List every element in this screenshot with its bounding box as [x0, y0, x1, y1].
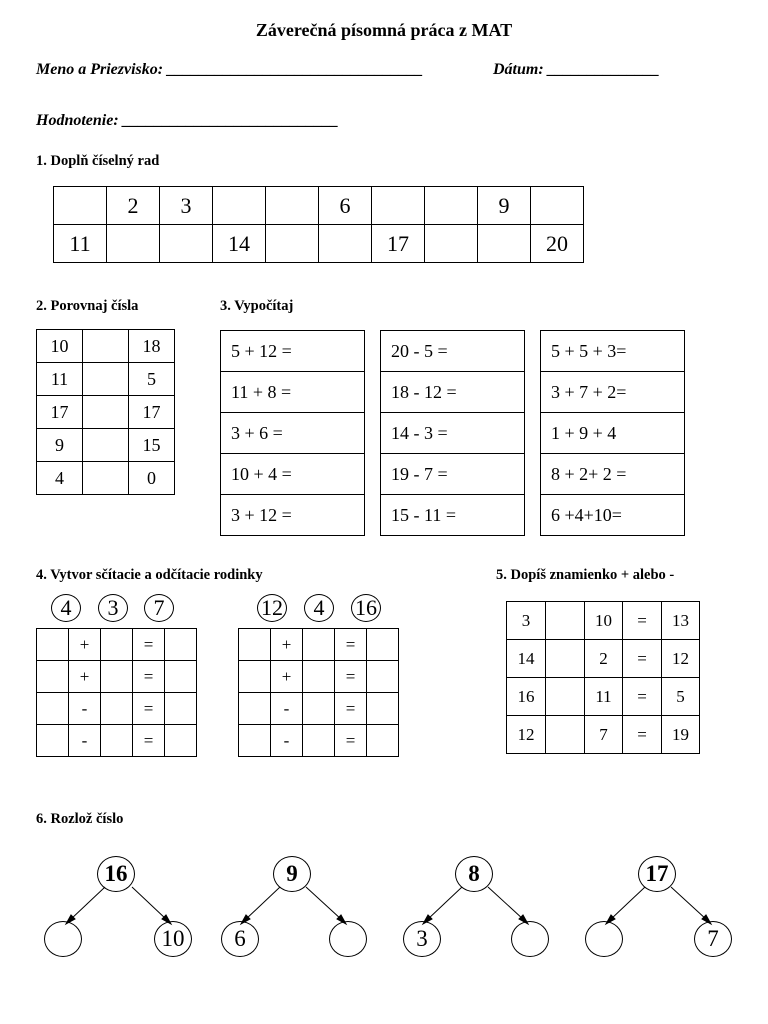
equation-cell: 1 + 9 + 4: [541, 413, 685, 454]
task6-heading: 6. Rozlož číslo: [36, 811, 124, 827]
table-cell: -: [271, 693, 303, 725]
tree3-left-number: 3: [403, 921, 441, 957]
family2-number-circle: 12: [257, 594, 287, 622]
tree4-top-number: 17: [638, 856, 676, 892]
table-cell: -: [271, 725, 303, 757]
tree2-right-answer[interactable]: [329, 921, 367, 957]
tree4-left-answer[interactable]: [585, 921, 623, 957]
table-cell: 0: [129, 462, 175, 495]
table-cell: +: [69, 661, 101, 693]
equation-cell: 5 + 12 =: [221, 331, 365, 372]
tree1-left-answer[interactable]: [44, 921, 82, 957]
table-cell: =: [623, 602, 662, 640]
table-cell: 11: [585, 678, 623, 716]
tree1-right-number: 10: [154, 921, 192, 957]
tree2-left-number: 6: [221, 921, 259, 957]
table-cell: +: [271, 661, 303, 693]
family1-number-circle: 4: [51, 594, 81, 622]
equation-cell: 18 - 12 =: [381, 372, 525, 413]
tree3-top-number: 8: [455, 856, 493, 892]
equation-cell: 10 + 4 =: [221, 454, 365, 495]
table-cell: 7: [585, 716, 623, 754]
equation-cell: 3 + 7 + 2=: [541, 372, 685, 413]
table-cell: 6: [319, 187, 372, 225]
tree1-top-number: 16: [97, 856, 135, 892]
table-cell: 15: [129, 429, 175, 462]
table-cell: =: [133, 661, 165, 693]
table-cell: =: [623, 678, 662, 716]
name-field-label: Meno a Priezvisko: ________________________________: [36, 61, 424, 78]
table-cell: -: [69, 693, 101, 725]
table-cell: 3: [160, 187, 213, 225]
tree2-top-number: 9: [273, 856, 311, 892]
table-cell: =: [623, 716, 662, 754]
table-cell: 11: [37, 363, 83, 396]
family2-number-circle: 16: [351, 594, 381, 622]
table-cell: 13: [662, 602, 700, 640]
task2-heading: 2. Porovnaj čísla: [36, 298, 139, 314]
table-cell: 5: [129, 363, 175, 396]
equation-cell: 15 - 11 =: [381, 495, 525, 536]
family1-number-circle: 3: [98, 594, 128, 622]
family1-number-circle: 7: [144, 594, 174, 622]
table-cell: 10: [37, 330, 83, 363]
table-cell: 12: [662, 640, 700, 678]
table-cell: =: [133, 629, 165, 661]
equation-cell: 6 +4+10=: [541, 495, 685, 536]
task1-heading: 1. Doplň číselný rad: [36, 153, 160, 169]
table-cell: 20: [531, 225, 584, 263]
table-cell: 5: [662, 678, 700, 716]
equation-cell: 20 - 5 =: [381, 331, 525, 372]
table-cell: 12: [507, 716, 546, 754]
tree3-right-answer[interactable]: [511, 921, 549, 957]
table-cell: 4: [37, 462, 83, 495]
table-cell: 11: [54, 225, 107, 263]
table-cell: 9: [37, 429, 83, 462]
table-cell: =: [133, 725, 165, 757]
table-cell: 17: [37, 396, 83, 429]
equation-cell: 19 - 7 =: [381, 454, 525, 495]
task5-heading: 5. Dopíš znamienko + alebo -: [496, 567, 675, 583]
task3-heading: 3. Vypočítaj: [220, 298, 294, 314]
table-cell: =: [133, 693, 165, 725]
family2-number-circle: 4: [304, 594, 334, 622]
table-cell: 2: [585, 640, 623, 678]
table-cell: 3: [507, 602, 546, 640]
equation-cell: 8 + 2+ 2 =: [541, 454, 685, 495]
table-cell: 10: [585, 602, 623, 640]
table-cell: 17: [129, 396, 175, 429]
table-cell: =: [335, 629, 367, 661]
table-cell: 19: [662, 716, 700, 754]
table-cell: =: [623, 640, 662, 678]
task4-heading: 4. Vytvor sčítacie a odčítacie rodinky: [36, 567, 263, 583]
equation-cell: 11 + 8 =: [221, 372, 365, 413]
table-cell: 9: [478, 187, 531, 225]
table-cell: 17: [372, 225, 425, 263]
table-cell: -: [69, 725, 101, 757]
table-cell: =: [335, 661, 367, 693]
table-cell: 14: [213, 225, 266, 263]
equation-cell: 14 - 3 =: [381, 413, 525, 454]
table-cell: 18: [129, 330, 175, 363]
equation-cell: 3 + 12 =: [221, 495, 365, 536]
table-cell: 2: [107, 187, 160, 225]
table-cell: =: [335, 725, 367, 757]
grade-field-label: Hodnotenie: ___________________________: [36, 112, 339, 129]
table-cell: 14: [507, 640, 546, 678]
table-cell: +: [69, 629, 101, 661]
table-cell: +: [271, 629, 303, 661]
date-field-label: Dátum: ______________: [493, 61, 660, 78]
equation-cell: 5 + 5 + 3=: [541, 331, 685, 372]
page-title: Záverečná písomná práca z MAT: [255, 20, 513, 40]
equation-cell: 3 + 6 =: [221, 413, 365, 454]
table-cell: =: [335, 693, 367, 725]
tree4-right-number: 7: [694, 921, 732, 957]
table-cell: 16: [507, 678, 546, 716]
